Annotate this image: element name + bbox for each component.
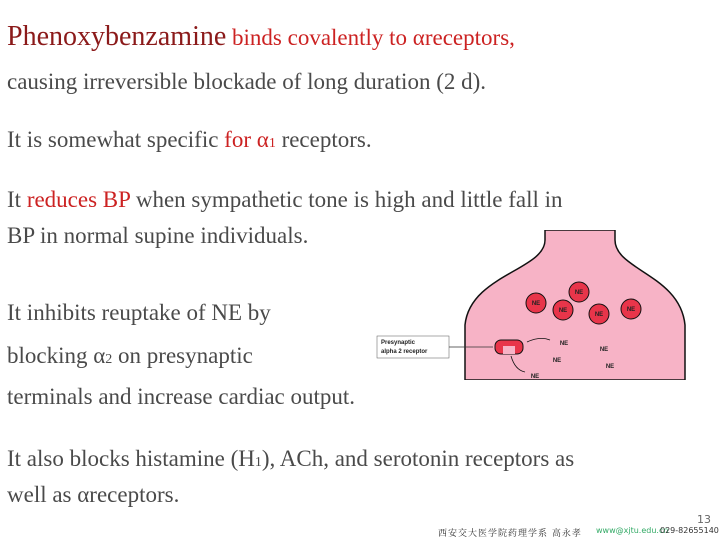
ne-free-3: NE — [552, 358, 562, 364]
line-2: causing irreversible blockade of long duration (2 d). — [7, 69, 487, 94]
drug-name: Phenoxybenzamine — [7, 21, 227, 52]
line-9-sub: 1 — [254, 455, 262, 470]
ne-label-4: NE — [594, 312, 604, 318]
ne-label-1: NE — [574, 290, 584, 296]
line-7-sub: 2 — [105, 352, 113, 367]
line-10: well as αreceptors. — [7, 482, 180, 507]
footer-url[interactable]: www@xjtu.edu.cn — [596, 526, 669, 535]
line-7-a: blocking α — [7, 343, 106, 368]
synapse-diagram — [375, 230, 708, 380]
line-3-d: receptors. — [275, 127, 372, 152]
ne-label-2: NE — [531, 301, 541, 307]
ne-label-5: NE — [626, 307, 636, 313]
ne-free-5: NE — [530, 374, 540, 380]
line-1 — [7, 21, 515, 52]
ne-label-3: NE — [558, 308, 568, 314]
line-7-b: on presynaptic — [112, 343, 253, 368]
ne-free-1: NE — [559, 341, 569, 347]
line-4-b: reduces BP — [26, 187, 131, 212]
line-3-alpha: α — [251, 127, 269, 152]
line-3-sub: 1 — [268, 136, 276, 151]
line-9 — [7, 446, 574, 476]
line-4-a: It — [7, 187, 27, 212]
footer-phone: 029-82655140 — [660, 526, 719, 535]
footer-institution: 西安交大医学院药理学系 高永孝 — [438, 529, 582, 539]
line-6: It inhibits reuptake of NE by — [7, 300, 271, 325]
line-4-c: when sympathetic tone is high and little fall in — [130, 187, 563, 212]
line-9-b: ), ACh, and serotonin receptors as — [261, 446, 575, 471]
line-4 — [7, 187, 563, 213]
line-7 — [7, 343, 253, 373]
receptor-notch — [503, 346, 515, 354]
ne-free-4: NE — [605, 364, 615, 370]
receptor-label-2: alpha 2 receptor — [381, 349, 428, 355]
line-1-text: binds covalently to αreceptors, — [226, 25, 515, 50]
line-3-a: It is somewhat specific — [7, 127, 225, 152]
line-5: BP in normal supine individuals. — [7, 223, 309, 248]
receptor-label-1: Presynaptic — [381, 340, 416, 346]
ne-free-2: NE — [599, 347, 609, 353]
line-3 — [7, 127, 372, 157]
line-9-a: It also blocks histamine (H — [7, 446, 255, 471]
page-number: 13 — [697, 513, 711, 526]
line-3-for: for — [224, 127, 251, 152]
line-8: terminals and increase cardiac output. — [7, 384, 356, 409]
